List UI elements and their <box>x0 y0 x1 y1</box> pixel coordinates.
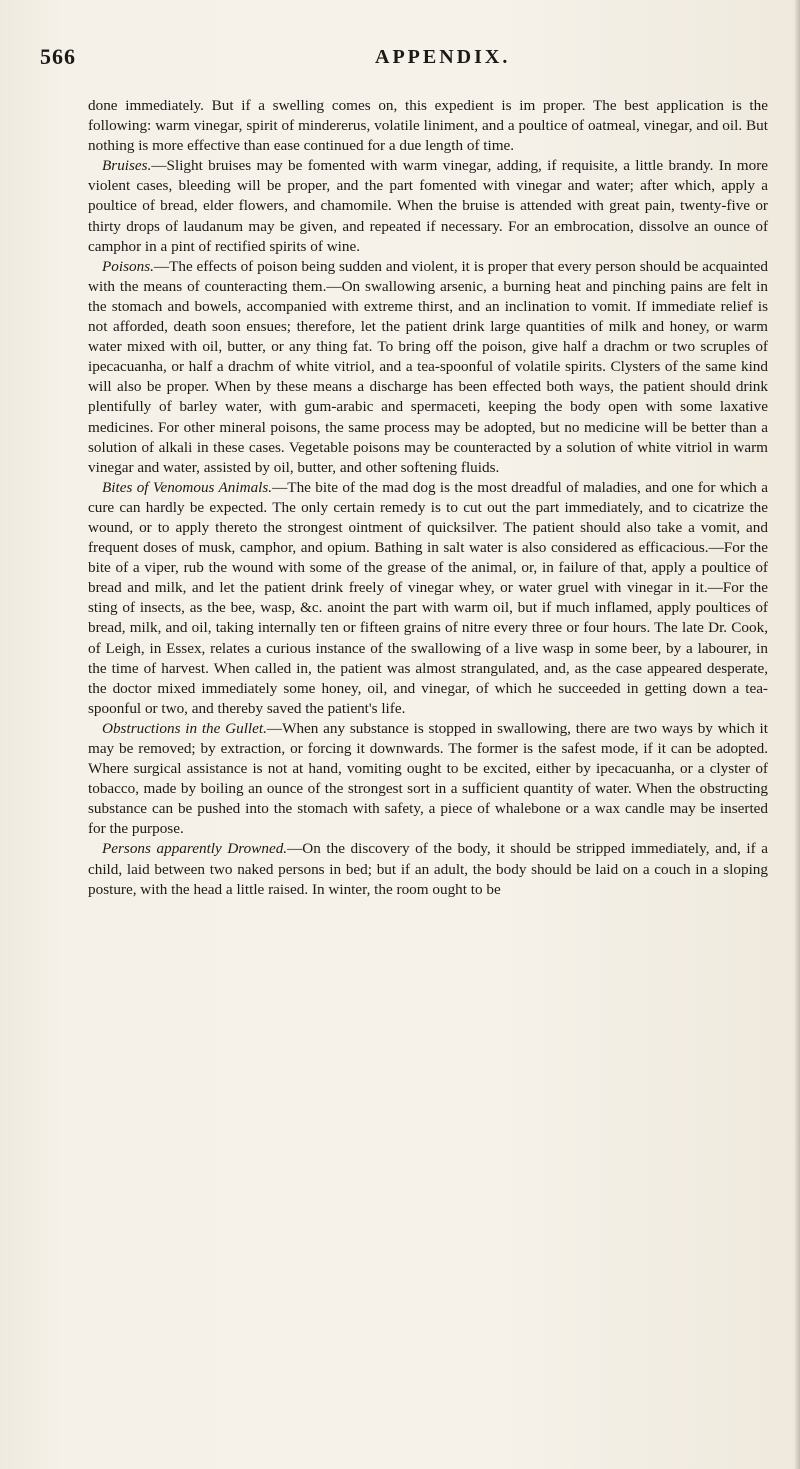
paragraph-bruises <box>88 156 768 256</box>
body-text <box>88 96 768 900</box>
paragraph-heading: Persons apparently Drowned. <box>102 840 288 858</box>
paragraph-text: —When any substance is stopped in swallowing, there are two ways by which it may be removed; by extraction, or forcing it downwards. The former is the safest mode, if it can be adopted. Where surgical assistance is not at hand, vomiting ought to be excited, either by ipecacuanha, or a clyster of tobacco, made by boiling an ounce of the strongest sort in a sufficient quantity of water. When the obstructing substance can be pushed into the stomach with safety, a piece of whalebone or a wax candle may be inserted for the purpose. <box>88 719 768 838</box>
paragraph-text: —The effects of poison being sudden and violent, it is proper that every person should be acquainted with the means of counteracting them.—On swallowing arsenic, a burning heat and pinching pains are felt in the stomach and bowels, accompanied with extreme thirst, and an inclination to vomit. If immediate relief is not afforded, death soon ensues; therefore, let the patient drink large quantities of milk and honey, or warm water mixed with oil, butter, or any thing fat. To bring off the poison, give half a drachm or two scruples of ipecacuanha, or half a drachm of white vitriol, and a tea-spoonful of volatile spirits. Clysters of the same kind will also be proper. When by these means a discharge has been effected both ways, the patient should drink plentifully of barley water, with gum-arabic and spermaceti, keeping the body open with some laxative medicines. For other mineral poisons, the same process may be adopted, but no medicine will be better than a solution of alkali in these cases. Vegetable poisons may be counteracted by a solution of white vitriol in warm vinegar and water, assisted by oil, butter, and other softening fluids. <box>88 257 768 476</box>
running-head: APPENDIX. <box>375 46 511 68</box>
paragraph-text: done immediately. But if a swelling comes on, this expedient is im proper. The best application is the following: warm vinegar, spirit of mindererus, volatile liniment, and a poultice of oatmeal, vinegar, and oil. But nothing is more effective than ease continued for a due length of time. <box>88 97 768 155</box>
paragraph-heading: Poisons. <box>102 257 154 275</box>
paragraph-drowned <box>88 839 768 899</box>
paragraph-continuation <box>88 96 768 156</box>
paragraph-heading: Bruises. <box>102 157 152 175</box>
page-header <box>40 44 760 76</box>
paragraph-text: —Slight bruises may be fomented with warm vinegar, adding, if requisite, a little brandy. In more violent cases, bleeding will be proper, and the part fomented with vinegar and water; after which, apply a poultice of bread, elder flowers, and chamomile. When the bruise is attended with great pain, twenty-five or thirty drops of laudanum may be given, and repeated if necessary. For an embrocation, dissolve an ounce of camphor in a pint of rectified spirits of wine. <box>88 157 768 255</box>
page-edge-shadow <box>794 0 800 1469</box>
page-number: 566 <box>40 44 76 69</box>
paragraph-poisons <box>88 257 768 478</box>
paragraph-obstructions <box>88 719 768 840</box>
paragraph-text: —On the discovery of the body, it should be stripped immediately, and, if a child, laid between two naked persons in bed; but if an adult, the body should be laid on a couch in a sloping posture, with the head a little raised. In winter, the room ought to be <box>88 840 768 898</box>
paragraph-text: —The bite of the mad dog is the most dreadful of maladies, and one for which a cure can hardly be expected. The only certain remedy is to cut out the part immediately, and to cicatrize the wound, or to apply thereto the strongest ointment of quicksilver. The patient should also take a vomit, and frequent doses of musk, camphor, and opium. Bathing in salt water is also considered as efficacious.—For the bite of a viper, rub the wound with some of the grease of the animal, or, in failure of that, apply a poultice of bread and milk, and let the patient drink freely of vinegar whey, or water gruel with vinegar in it.—For the sting of insects, as the bee, wasp, &c. anoint the part with warm oil, but if much inflamed, apply poultices of bread, milk, and oil, taking internally ten or fifteen grains of nitre every three or four hours. The late Dr. Cook, of Leigh, in Essex, relates a curious instance of the swallowing of a live wasp in some beer, by a labourer, in the time of harvest. When called in, the patient was almost strangulated, and, as the case appeared desperate, the doctor mixed immediately some honey, oil, and vinegar, of which he succeeded in getting down a tea-spoonful or two, and thereby saved the patient's life. <box>88 478 768 717</box>
paragraph-heading: Obstructions in the Gullet. <box>102 719 267 737</box>
paragraph-bites <box>88 478 768 719</box>
paragraph-heading: Bites of Venomous Animals. <box>102 478 273 496</box>
